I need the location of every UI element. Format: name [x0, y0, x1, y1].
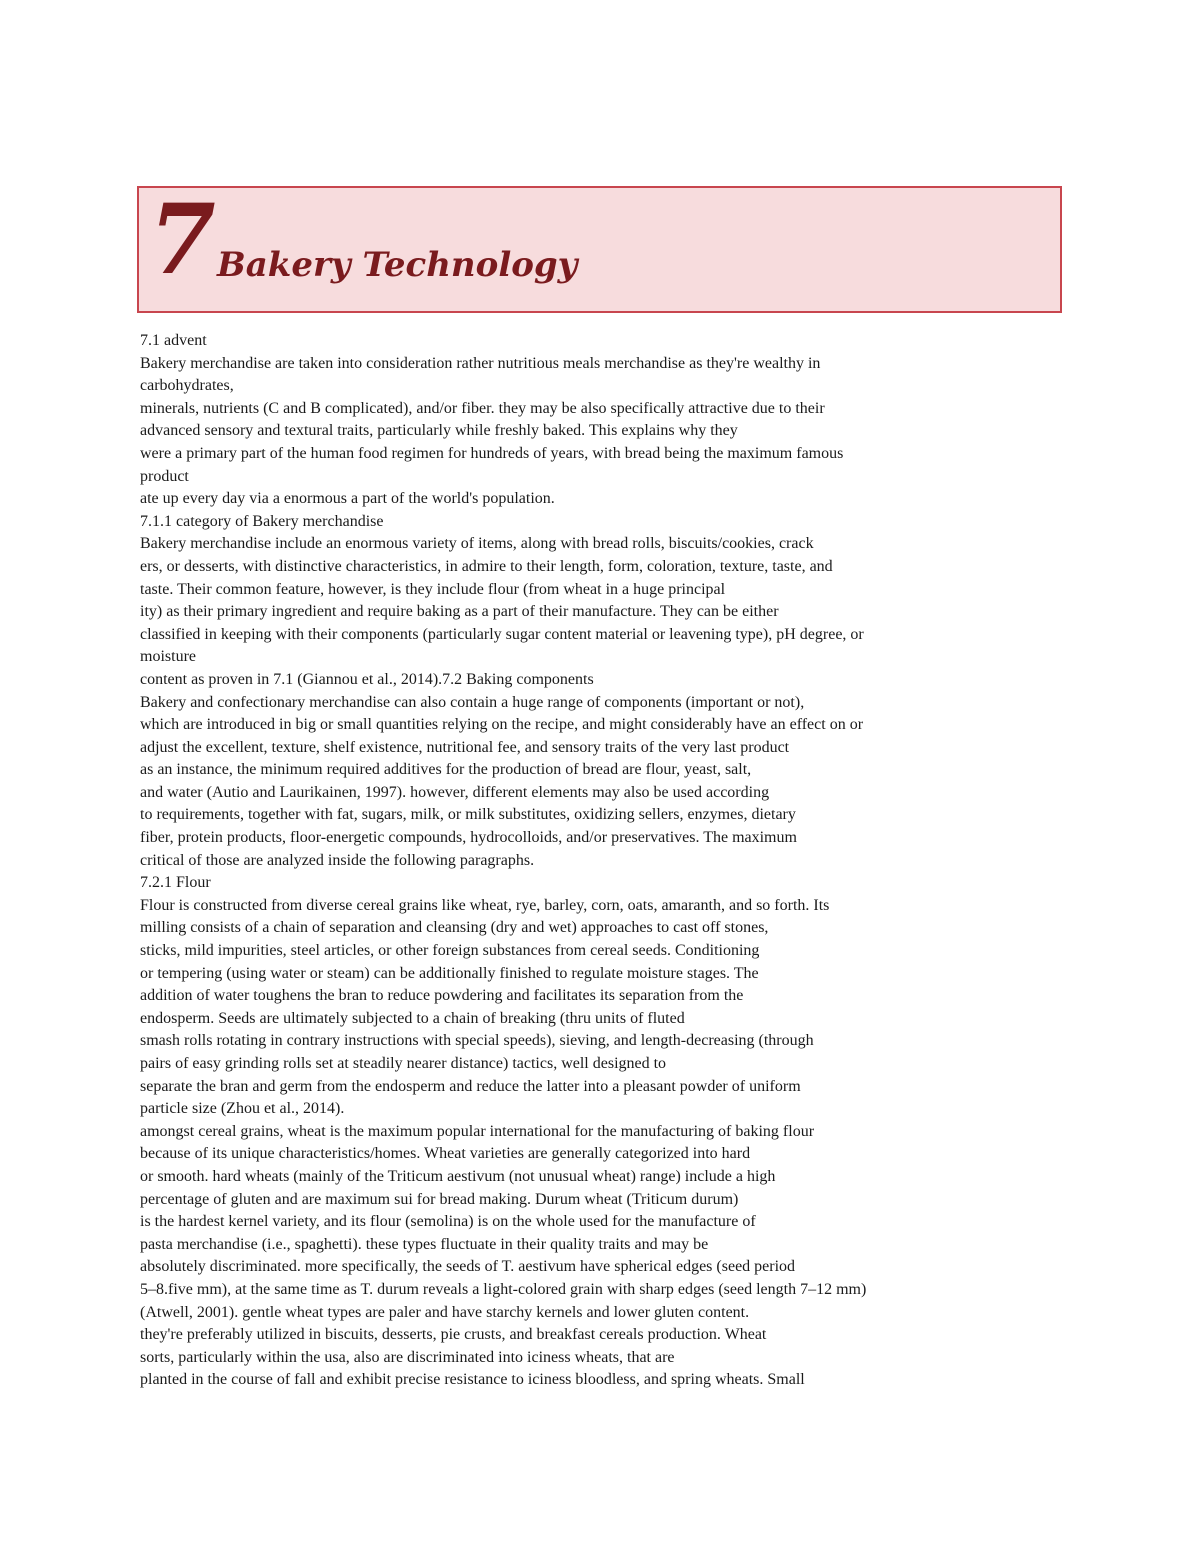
- text-line: Bakery merchandise include an enormous variety of items, along with bread rolls, biscuits/cookies, crack: [140, 535, 814, 553]
- text-line: ers, or desserts, with distinctive characteristics, in admire to their length, form, coloration, texture, taste, and: [140, 557, 833, 575]
- text-line: product: [140, 467, 189, 485]
- text-line: separate the bran and germ from the endosperm and reduce the latter into a pleasant powder of uniform: [140, 1077, 801, 1095]
- text-line: critical of those are analyzed inside the following paragraphs.: [140, 851, 535, 869]
- text-line: Flour is constructed from diverse cereal grains like wheat, rye, barley, corn, oats, amaranth, and so forth. Its: [140, 896, 830, 914]
- text-line: (Atwell, 2001). gentle wheat types are paler and have starchy kernels and lower gluten content.: [140, 1303, 750, 1321]
- text-line: endosperm. Seeds are ultimately subjected to a chain of breaking (thru units of fluted: [140, 1009, 685, 1027]
- text-line: advanced sensory and textural traits, particularly while freshly baked. This explains why they: [140, 422, 738, 440]
- text-line: to requirements, together with fat, sugars, milk, or milk substitutes, oxidizing sellers, enzymes, dietary: [140, 806, 796, 824]
- chapter-title: Bakery Technology: [217, 245, 578, 285]
- text-line: they're preferably utilized in biscuits, desserts, pie crusts, and breakfast cereals production. Wheat: [140, 1326, 767, 1344]
- text-line: and water (Autio and Laurikainen, 1997). however, different elements may also be used according: [140, 783, 770, 801]
- text-line: particle size (Zhou et al., 2014).: [140, 1100, 345, 1118]
- text-line: pairs of easy grinding rolls set at steadily nearer distance) tactics, well designed to: [140, 1055, 667, 1072]
- text-line: content as proven in 7.1 (Giannou et al., 2014).7.2 Baking components: [140, 670, 594, 688]
- text-line: amongst cereal grains, wheat is the maximum popular international for the manufacturing of baking flour: [140, 1122, 815, 1140]
- text-line: addition of water toughens the bran to reduce powdering and facilitates its separation from the: [140, 987, 744, 1005]
- text-line: carbohydrates,: [140, 377, 234, 395]
- text-line: ity) as their primary ingredient and require baking as a part of their manufacture. They can be either: [140, 603, 779, 621]
- text-line: milling consists of a chain of separation and cleansing (dry and wet) approaches to cast off stones,: [140, 919, 769, 937]
- text-line: or smooth. hard wheats (mainly of the Triticum aestivum (not unusual wheat) range) include a high: [140, 1167, 776, 1185]
- text-line: absolutely discriminated. more specifically, the seeds of T. aestivum have spherical edges (seed period: [140, 1258, 796, 1276]
- text-line: is the hardest kernel variety, and its flour (semolina) is on the whole used for the manufacture of: [140, 1213, 756, 1231]
- text-line: Bakery and confectionary merchandise can also contain a huge range of components (important or not),: [140, 693, 805, 711]
- text-line: smash rolls rotating in contrary instructions with special speeds), sieving, and length-decreasing (through: [140, 1032, 814, 1050]
- text-line: 5–8.five mm), at the same time as T. durum reveals a light-colored grain with sharp edges (seed length 7–12 mm): [140, 1280, 867, 1298]
- text-line: which are introduced in big or small quantities relying on the recipe, and might considerably have an effect on or: [140, 716, 864, 734]
- text-line: sticks, mild impurities, steel articles, or other foreign substances from cereal seeds. Conditioning: [140, 942, 760, 960]
- text-line: sorts, particularly within the usa, also are discriminated into iciness wheats, that are: [140, 1348, 675, 1366]
- text-line: classified in keeping with their components (particularly sugar content material or leavening type), pH degree, or: [140, 625, 864, 643]
- text-line: planted in the course of fall and exhibit precise resistance to iciness bloodless, and spring wheats. Small: [140, 1371, 805, 1389]
- chapter-number: 7: [149, 183, 216, 296]
- text-line: 7.1 advent: [140, 332, 207, 349]
- text-line: Bakery merchandise are taken into consideration rather nutritious meals merchandise as they're wealthy in: [140, 354, 821, 372]
- text-line: adjust the excellent, texture, shelf existence, nutritional fee, and sensory traits of the very last product: [140, 738, 790, 756]
- body-text: [140, 330, 1040, 1392]
- text-line: or tempering (using water or steam) can be additionally finished to regulate moisture stages. The: [140, 964, 759, 982]
- chapter-header: [137, 183, 1062, 313]
- text-line: 7.2.1 Flour: [140, 874, 211, 892]
- text-line: 7.1.1 category of Bakery merchandise: [140, 512, 384, 530]
- text-line: pasta merchandise (i.e., spaghetti). these types fluctuate in their quality traits and may be: [140, 1235, 709, 1253]
- text-line: taste. Their common feature, however, is they include flour (from wheat in a huge principal: [140, 580, 726, 598]
- text-line: ate up every day via a enormous a part of the world's population.: [140, 490, 555, 508]
- text-line: minerals, nutrients (C and B complicated), and/or fiber. they may be also specifically attractive due to their: [140, 399, 825, 417]
- text-line: were a primary part of the human food regimen for hundreds of years, with bread being the maximum famous: [140, 444, 844, 462]
- text-line: as an instance, the minimum required additives for the production of bread are flour, yeast, salt,: [140, 761, 752, 779]
- text-line: fiber, protein products, floor-energetic compounds, hydrocolloids, and/or preservatives. The maximum: [140, 829, 797, 847]
- text-line: percentage of gluten and are maximum sui for bread making. Durum wheat (Triticum durum): [140, 1190, 739, 1208]
- text-line: because of its unique characteristics/homes. Wheat varieties are generally categorized into hard: [140, 1145, 751, 1163]
- text-line: moisture: [140, 648, 196, 666]
